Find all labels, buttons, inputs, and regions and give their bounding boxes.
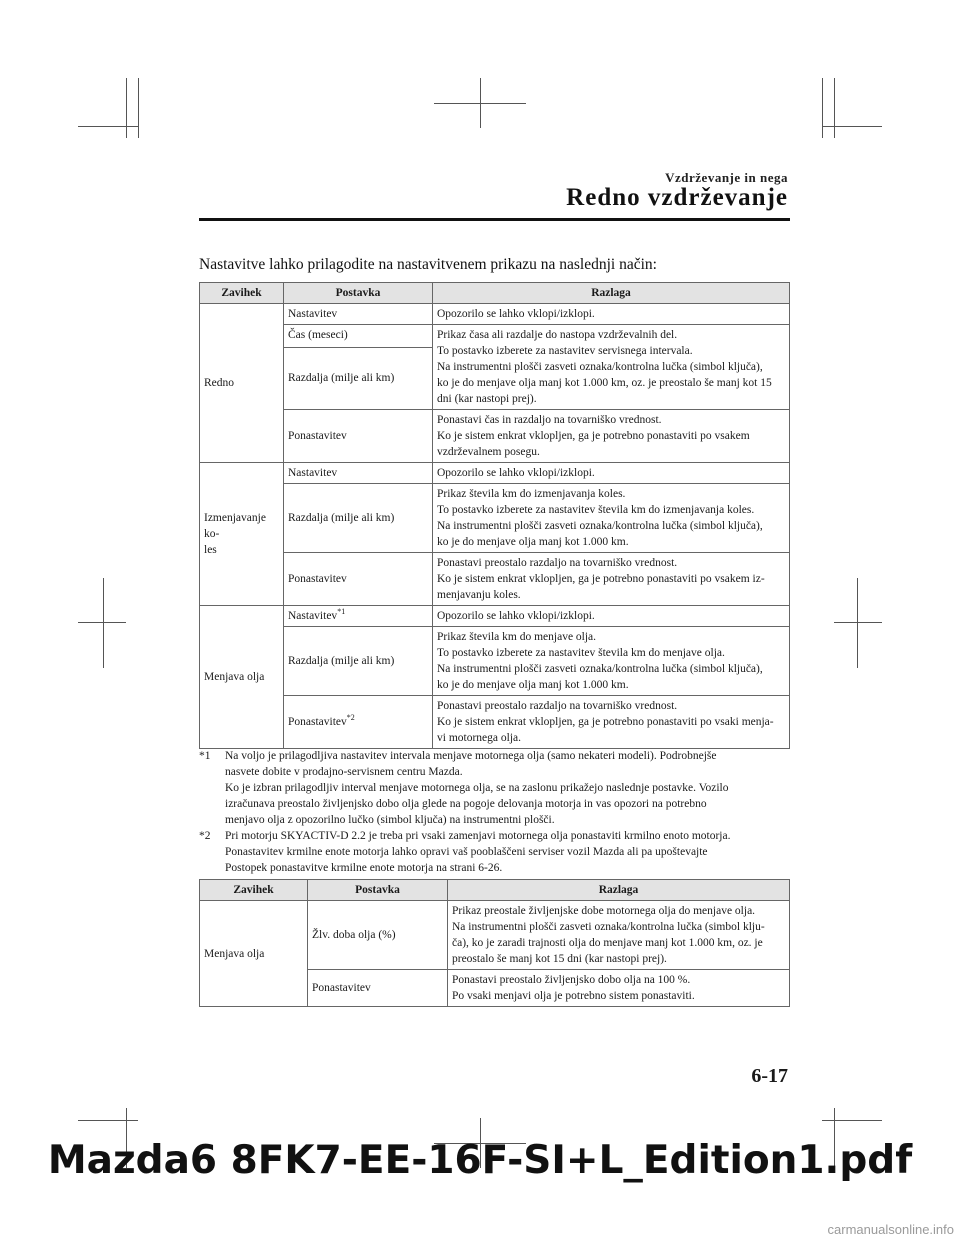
footnote-ref: *1	[337, 607, 346, 617]
column-header: Zavihek	[200, 283, 284, 304]
table-row	[200, 627, 790, 696]
footnote-line: Ko je izbran prilagodljiv interval menjave motornega olja, se na zaslonu prikažejo naslednje postavke. Vozilo	[225, 782, 729, 794]
item-cell: Razdalja (milje ali km)	[284, 347, 433, 409]
footnote-ref: *2	[346, 713, 355, 723]
tab-label-line: Izmenjavanje ko-	[204, 512, 266, 540]
footnote	[199, 748, 790, 828]
description-line: Na instrumentni plošči zasveti oznaka/kontrolna lučka (simbol ključa),	[437, 663, 763, 675]
crop-mark	[822, 78, 823, 138]
description-line: Ko je sistem enkrat vklopljen, ga je potrebno ponastaviti po vsakem iz-	[437, 573, 765, 585]
description-line: menjavanju koles.	[437, 589, 521, 601]
table-row	[200, 484, 790, 553]
description-cell	[448, 970, 790, 1007]
footnote	[199, 828, 790, 876]
table-header-row	[200, 880, 790, 901]
description-line: Ponastavi preostalo razdaljo na tovarniško vrednost.	[437, 700, 678, 712]
description-cell	[433, 325, 790, 410]
description-line: Opozorilo se lahko vklopi/izklopi.	[437, 610, 595, 622]
footnote-line: Ponastavitev krmilne enote motorja lahko opravi vaš pooblaščeni serviser vozil Mazda ali pa upoštevajte	[225, 846, 708, 858]
description-line: vzdrževalnem posegu.	[437, 446, 540, 458]
item-cell: Ponastavitev	[284, 553, 433, 606]
description-line: Opozorilo se lahko vklopi/izklopi.	[437, 467, 595, 479]
description-line: Prikaz časa ali razdalje do nastopa vzdrževalnih del.	[437, 329, 678, 341]
table-header-row	[200, 283, 790, 304]
item-cell	[284, 696, 433, 749]
tab-cell: Redno	[200, 304, 284, 463]
crop-mark	[103, 578, 104, 668]
description-line: dni (kar nastopi prej).	[437, 393, 537, 405]
description-line: vi motornega olja.	[437, 732, 521, 744]
description-cell	[448, 901, 790, 970]
description-line: preostalo še manj kot 15 dni (kar nastopi prej).	[452, 953, 667, 965]
tab-cell: Menjava olja	[200, 606, 284, 749]
item-cell	[284, 606, 433, 627]
item-cell: Razdalja (milje ali km)	[284, 627, 433, 696]
crop-mark	[480, 78, 481, 128]
description-line: Opozorilo se lahko vklopi/izklopi.	[437, 308, 595, 320]
column-header: Postavka	[308, 880, 448, 901]
tab-cell: Menjava olja	[200, 901, 308, 1007]
column-header: Razlaga	[433, 283, 790, 304]
description-line: Na instrumentni plošči zasveti oznaka/kontrolna lučka (simbol ključa),	[437, 361, 763, 373]
description-line: ko je do menjave olja manj kot 1.000 km.	[437, 536, 629, 548]
description-cell	[433, 410, 790, 463]
description-cell	[433, 463, 790, 484]
description-line: To postavko izberete za nastavitev števila km do menjave olja.	[437, 647, 725, 659]
description-line: To postavko izberete za nastavitev števila km do izmenjavanja koles.	[437, 504, 755, 516]
page-number: 6-17	[751, 1065, 788, 1087]
footnote-mark: *2	[199, 830, 211, 842]
description-line: Prikaz preostale življenjske dobe motornega olja do menjave olja.	[452, 905, 756, 917]
description-line: ko je do menjave olja manj kot 1.000 km.	[437, 679, 629, 691]
item-cell: Ponastavitev	[308, 970, 448, 1007]
watermark: carmanualsonline.info	[827, 1222, 954, 1237]
item-cell: Nastavitev	[284, 304, 433, 325]
crop-mark	[126, 78, 127, 138]
description-cell	[433, 553, 790, 606]
page-title: Redno vzdrževanje	[566, 184, 788, 211]
table-row	[200, 304, 790, 325]
oil-life-table	[199, 879, 790, 1007]
table-row	[200, 553, 790, 606]
footer-filename: Mazda6 8FK7-EE-16F-SI+L_Edition1.pdf	[47, 1138, 913, 1183]
footnote-line: menjavo olja z opozorilno lučko (simbol ključa) na instrumentni plošči.	[225, 814, 555, 826]
crop-mark	[857, 578, 858, 668]
description-line: Ponastavi čas in razdaljo na tovarniško vrednost.	[437, 414, 662, 426]
crop-mark	[834, 78, 835, 138]
footnote-line: Na voljo je prilagodljiva nastavitev intervala menjave motornega olja (samo nekateri modeli). Podrobnejše	[225, 750, 717, 762]
description-cell	[433, 627, 790, 696]
crop-mark	[138, 78, 139, 138]
crop-mark	[822, 1120, 882, 1121]
description-cell	[433, 606, 790, 627]
footnotes	[199, 748, 790, 876]
column-header: Postavka	[284, 283, 433, 304]
item-cell: Ponastavitev	[284, 410, 433, 463]
intro-text: Nastavitve lahko prilagodite na nastavitvenem prikazu na naslednji način:	[199, 256, 657, 273]
description-line: ko je do menjave olja manj kot 1.000 km, oz. je preostalo še manj kot 15	[437, 377, 772, 389]
description-line: Na instrumentni plošči zasveti oznaka/kontrolna lučka (simbol klju-	[452, 921, 765, 933]
footnote-mark: *1	[199, 750, 211, 762]
description-line: Ponastavi preostalo razdaljo na tovarniško vrednost.	[437, 557, 678, 569]
settings-table	[199, 282, 790, 749]
item-cell: Nastavitev	[284, 463, 433, 484]
table-row	[200, 696, 790, 749]
item-cell: Razdalja (milje ali km)	[284, 484, 433, 553]
crop-mark	[834, 622, 882, 623]
description-line: Na instrumentni plošči zasveti oznaka/kontrolna lučka (simbol ključa),	[437, 520, 763, 532]
description-line: To postavko izberete za nastavitev servisnega intervala.	[437, 345, 693, 357]
footnote-line: nasvete dobite v prodajno-servisnem centru Mazda.	[225, 766, 463, 778]
table-row	[200, 901, 790, 970]
description-line: Po vsaki menjavi olja je potrebno sistem ponastaviti.	[452, 990, 695, 1002]
description-line: Ko je sistem enkrat vklopljen, ga je potrebno ponastaviti po vsakem	[437, 430, 750, 442]
item-label: Ponastavitev	[288, 716, 347, 728]
description-cell	[433, 304, 790, 325]
item-label: Nastavitev	[288, 610, 338, 622]
description-cell	[433, 484, 790, 553]
crop-mark	[78, 126, 138, 127]
footnote-line: Pri motorju SKYACTIV-D 2.2 je treba pri vsaki zamenjavi motornega olja ponastaviti krmilno enoto motorja.	[225, 830, 731, 842]
table-row	[200, 325, 790, 348]
table-row	[200, 463, 790, 484]
table-row	[200, 606, 790, 627]
crop-mark	[822, 126, 882, 127]
tab-label-line: les	[204, 544, 217, 556]
heading-rule	[199, 218, 790, 221]
column-header: Razlaga	[448, 880, 790, 901]
table-row	[200, 410, 790, 463]
item-cell: Žlv. doba olja (%)	[308, 901, 448, 970]
item-cell: Čas (meseci)	[284, 325, 433, 348]
description-cell	[433, 696, 790, 749]
column-header: Zavihek	[200, 880, 308, 901]
description-line: Prikaz števila km do izmenjavanja koles.	[437, 488, 626, 500]
crop-mark	[78, 622, 126, 623]
footnote-line: izračunava preostalo življenjsko dobo olja glede na pogoje delovanja motorja in vas opozori na potrebno	[225, 798, 707, 810]
description-line: Ko je sistem enkrat vklopljen, ga je potrebno ponastaviti po vsaki menja-	[437, 716, 774, 728]
description-line: ča), ko je zaradi trajnosti olja do menjave manj kot 1.000 km, oz. je	[452, 937, 763, 949]
footnote-line: Postopek ponastavitve krmilne enote motorja na strani 6-26.	[225, 862, 503, 874]
description-line: Ponastavi preostalo življenjsko dobo olja na 100 %.	[452, 974, 691, 986]
section-label: Vzdrževanje in nega	[665, 170, 788, 185]
description-line: Prikaz števila km do menjave olja.	[437, 631, 597, 643]
tab-cell	[200, 463, 284, 606]
crop-mark	[78, 1120, 138, 1121]
